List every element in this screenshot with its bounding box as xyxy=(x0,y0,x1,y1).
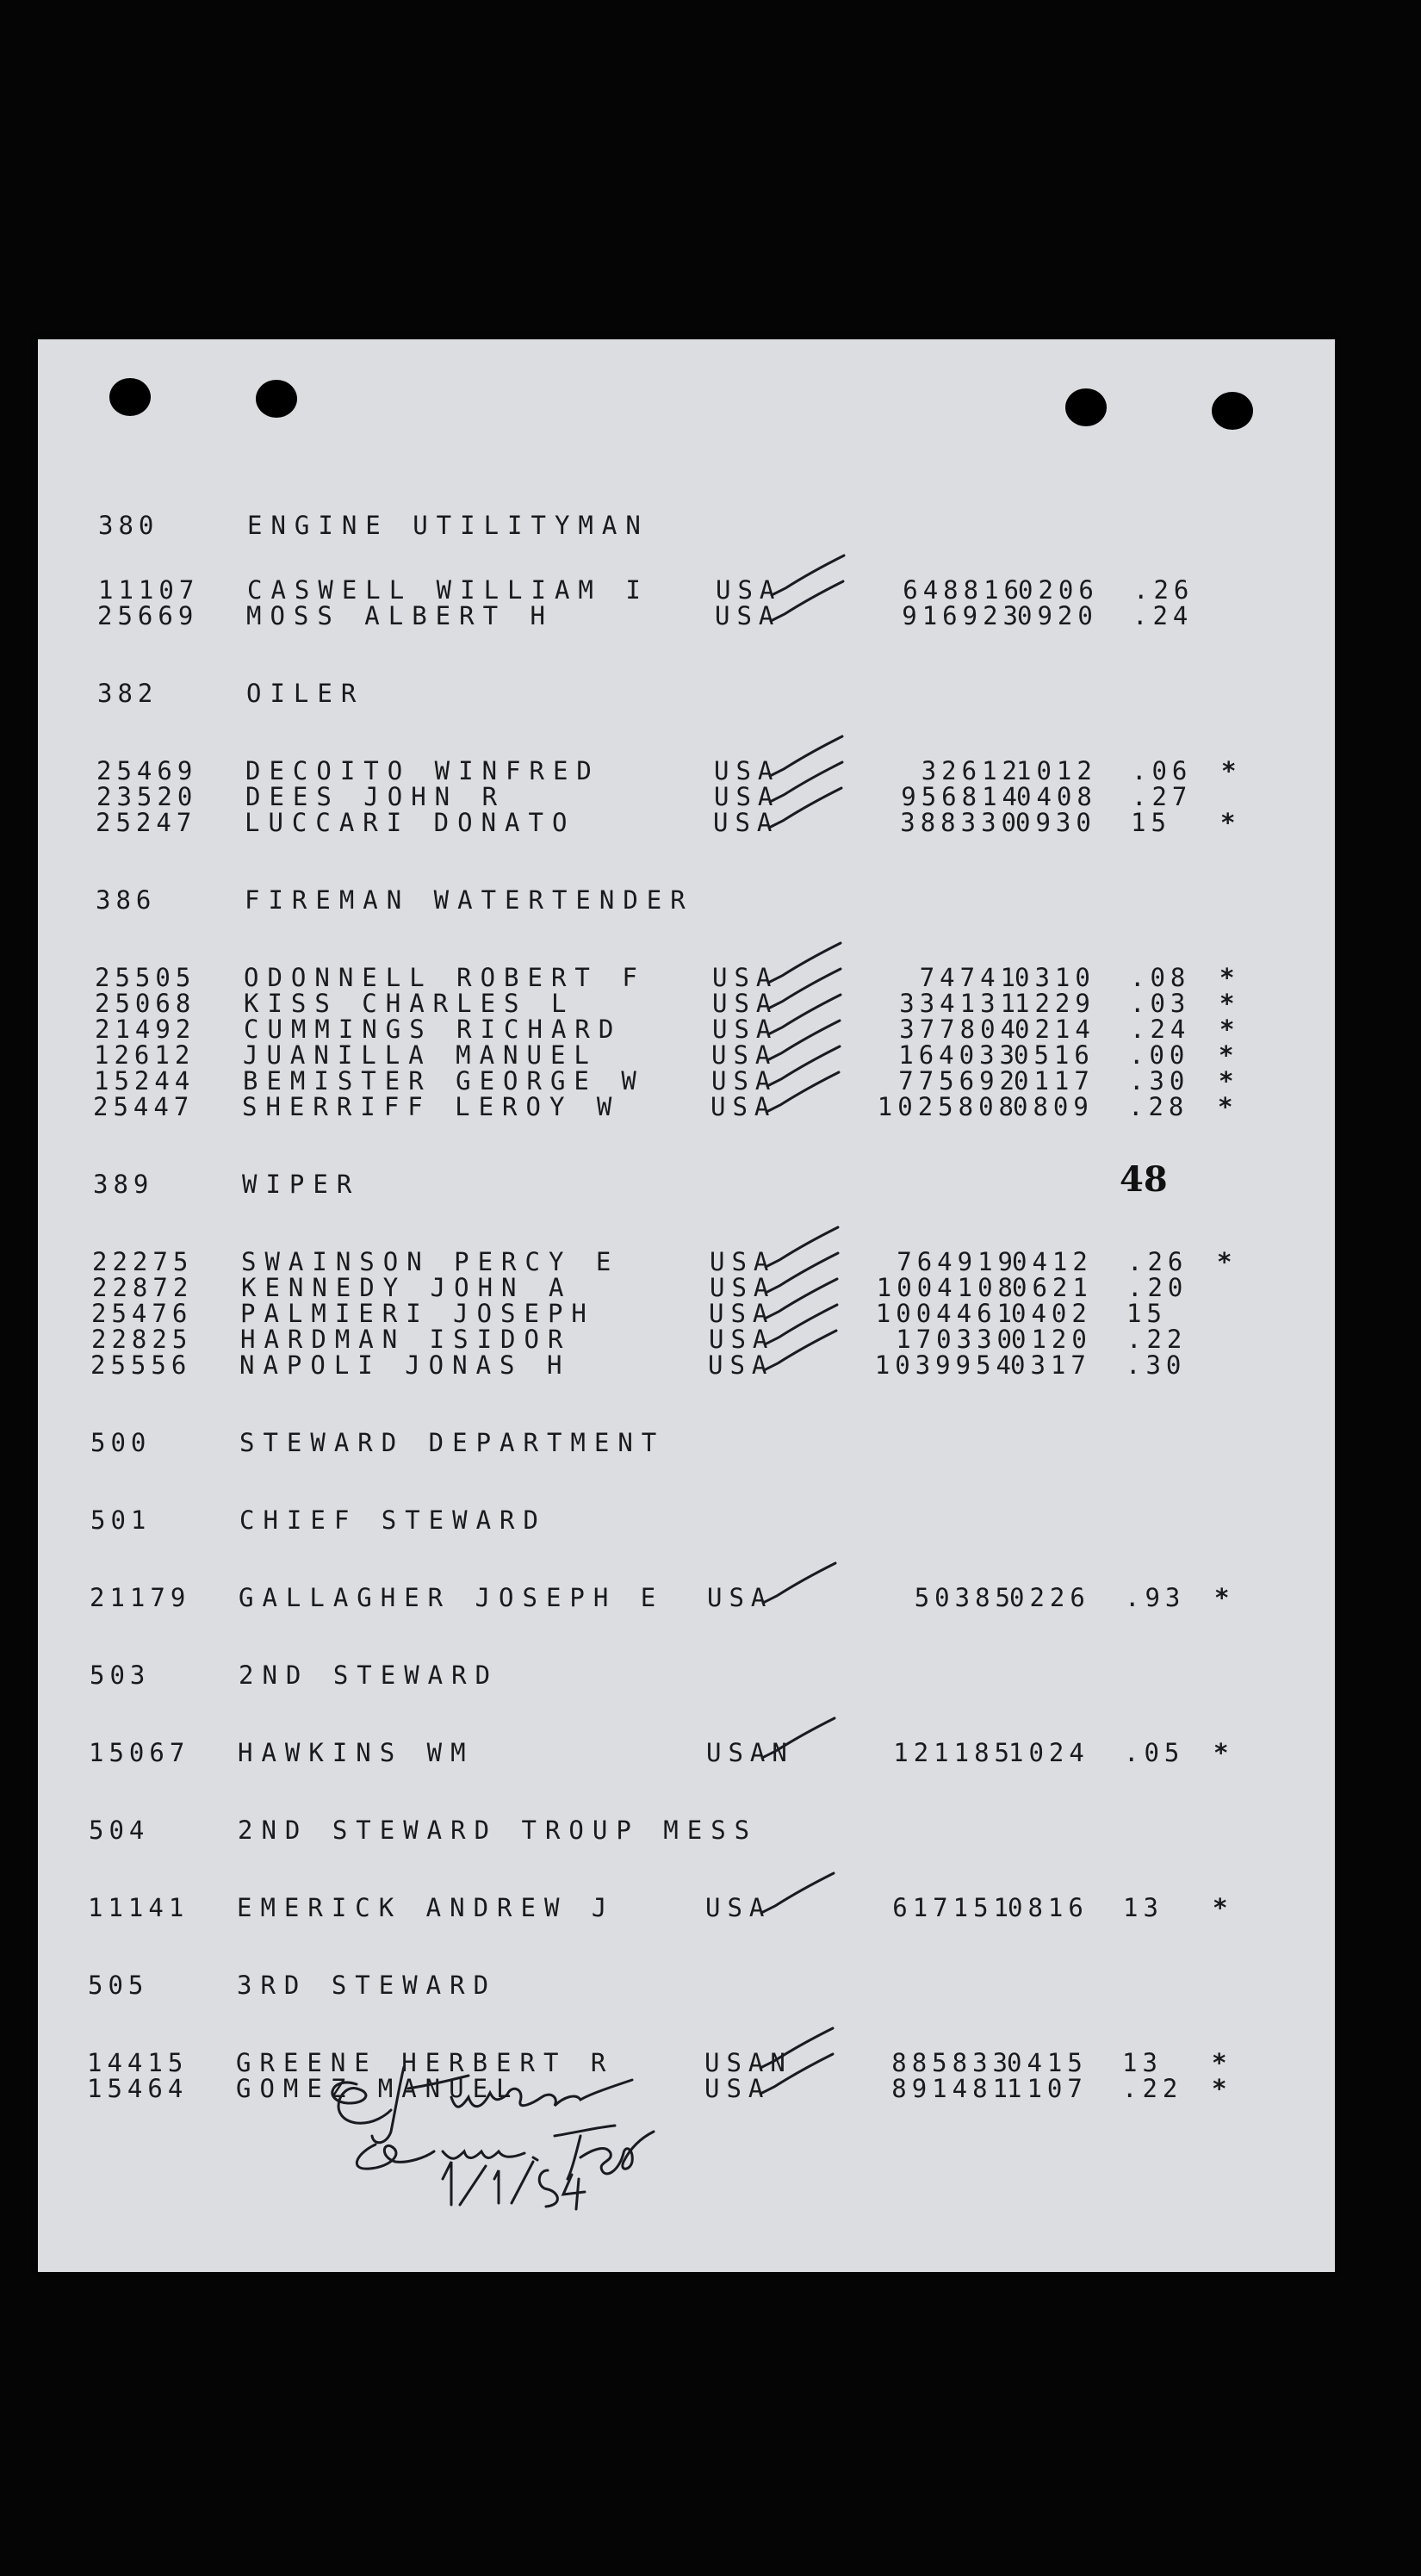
section-title: FIREMAN WATERTENDER xyxy=(245,885,694,915)
document-number: 388330 xyxy=(900,808,1021,837)
crew-entry-row xyxy=(38,576,1287,604)
crew-name: PALMIERI JOSEPH xyxy=(240,1299,595,1328)
document-number: 764919 xyxy=(897,1247,1018,1276)
crew-entry-row xyxy=(29,1584,1278,1611)
crew-name: DEES JOHN R xyxy=(245,782,506,811)
crew-id: 15067 xyxy=(89,1738,190,1767)
citizenship: USA xyxy=(715,601,781,630)
entry-value: .30 xyxy=(1129,1066,1190,1096)
section-title: 2ND STEWARD TROUP MESS xyxy=(238,1816,759,1845)
entry-date: 0206 xyxy=(1018,575,1099,605)
section-code: 503 xyxy=(90,1660,151,1690)
crew-entry-row xyxy=(30,1351,1279,1379)
citizenship: USA xyxy=(711,1066,778,1096)
crew-name: GALLAGHER JOSEPH E xyxy=(239,1583,665,1612)
crew-id: 25505 xyxy=(95,963,196,992)
section-code: 382 xyxy=(97,679,158,708)
entry-date: 0816 xyxy=(1008,1893,1089,1922)
check-mark-icon xyxy=(762,1325,840,1377)
crew-id: 11141 xyxy=(88,1893,189,1922)
asterisk-mark: * xyxy=(1217,1247,1232,1276)
section-code: 500 xyxy=(90,1428,152,1457)
section-title: 3RD STEWARD xyxy=(237,1971,498,2000)
document-number: 377804 xyxy=(899,1015,1021,1044)
crew-id: 25469 xyxy=(96,756,198,785)
citizenship: USA xyxy=(708,1350,774,1380)
entry-date: 0120 xyxy=(1011,1325,1092,1354)
crew-name: MOSS ALBERT H xyxy=(246,601,554,630)
entry-date: 1229 xyxy=(1015,989,1095,1018)
entry-value: .27 xyxy=(1132,782,1193,811)
asterisk-mark: * xyxy=(1219,963,1235,992)
section-title: WIPER xyxy=(242,1170,361,1199)
crew-name: CUMMINGS RICHARD xyxy=(244,1015,623,1044)
citizenship: USA xyxy=(712,963,779,992)
document-number: 885833 xyxy=(891,2048,1013,2077)
document-number: 775692 xyxy=(898,1066,1020,1096)
crew-id: 22825 xyxy=(91,1325,193,1354)
entry-date: 1107 xyxy=(1007,2074,1088,2103)
crew-name: SWAINSON PERCY E xyxy=(241,1247,620,1276)
asterisk-mark: * xyxy=(1213,1893,1228,1922)
entry-date: 0226 xyxy=(1009,1583,1090,1612)
crew-id: 25669 xyxy=(97,601,199,630)
document-number: 1004461 xyxy=(875,1299,1017,1328)
document-number: 1025808 xyxy=(877,1092,1019,1121)
section-title: OILER xyxy=(246,679,365,708)
punch-hole xyxy=(256,380,297,418)
document-page xyxy=(38,339,1335,2272)
crew-name: SHERRIFF LEROY W xyxy=(242,1092,621,1121)
crew-entry-row xyxy=(32,1274,1281,1301)
entry-date: 0408 xyxy=(1016,782,1097,811)
section-code: 386 xyxy=(96,885,157,915)
document-number: 916923 xyxy=(902,601,1023,630)
crew-id: 25247 xyxy=(96,808,197,837)
entry-value: .26 xyxy=(1133,575,1195,605)
check-mark-icon xyxy=(769,576,847,628)
entry-value: .24 xyxy=(1132,601,1194,630)
entry-value: .26 xyxy=(1127,1247,1188,1276)
asterisk-mark: * xyxy=(1218,1092,1233,1121)
crew-entry-row xyxy=(28,1739,1277,1766)
document-number: 1004108 xyxy=(876,1273,1018,1302)
entry-value: .24 xyxy=(1130,1015,1191,1044)
section-code: 504 xyxy=(89,1816,150,1845)
asterisk-mark: * xyxy=(1219,1015,1235,1044)
crew-entry-row xyxy=(28,1894,1276,1921)
section-title: ENGINE UTILITYMAN xyxy=(247,511,649,540)
entry-date: 0402 xyxy=(1011,1299,1092,1328)
entry-value: .22 xyxy=(1122,2074,1183,2103)
citizenship: USA xyxy=(712,1015,779,1044)
citizenship: USA xyxy=(710,1247,776,1276)
section-code: 389 xyxy=(93,1170,154,1199)
entry-value: .93 xyxy=(1125,1583,1186,1612)
crew-entry-row xyxy=(34,1041,1282,1069)
document-number: 74741 xyxy=(919,963,1021,992)
asterisk-mark: * xyxy=(1212,2074,1227,2103)
entry-date: 0930 xyxy=(1015,808,1096,837)
entry-date: 0412 xyxy=(1012,1247,1093,1276)
entry-value: .06 xyxy=(1132,756,1193,785)
crew-id: 25447 xyxy=(93,1092,195,1121)
crew-entry-row xyxy=(34,990,1283,1017)
crew-id: 15244 xyxy=(94,1066,195,1096)
section-heading-row xyxy=(33,1170,1281,1198)
document-number: 32612 xyxy=(921,756,1022,785)
citizenship: USA xyxy=(709,1299,775,1328)
document-number: 1039954 xyxy=(874,1350,1016,1380)
section-code: 505 xyxy=(88,1971,149,2000)
asterisk-mark: * xyxy=(1220,808,1236,837)
crew-entry-row xyxy=(36,757,1285,785)
entry-value: .30 xyxy=(1126,1350,1187,1380)
entry-value: .20 xyxy=(1127,1273,1188,1302)
crew-entry-row xyxy=(34,1067,1282,1095)
crew-entry-row xyxy=(34,1015,1283,1043)
asterisk-mark: * xyxy=(1219,1066,1234,1096)
citizenship: USA xyxy=(705,1893,772,1922)
entry-date: 0415 xyxy=(1007,2048,1088,2077)
crew-id: 22275 xyxy=(92,1247,194,1276)
crew-id: 25556 xyxy=(90,1350,192,1380)
entry-date: 0317 xyxy=(1010,1350,1091,1380)
crew-id: 12612 xyxy=(94,1040,195,1070)
entry-date: 1024 xyxy=(1008,1738,1089,1767)
entry-value: 13 xyxy=(1123,1893,1163,1922)
entry-date: 0516 xyxy=(1014,1040,1095,1070)
asterisk-mark: * xyxy=(1214,1583,1230,1612)
document-number: 164033 xyxy=(898,1040,1020,1070)
crew-name: HARDMAN ISIDOR xyxy=(240,1325,572,1354)
crew-name: KENNEDY JOHN A xyxy=(241,1273,573,1302)
crew-entry-row xyxy=(36,783,1285,810)
crew-entry-row xyxy=(32,1248,1281,1276)
crew-id: 23520 xyxy=(96,782,198,811)
punch-hole xyxy=(1212,392,1253,430)
citizenship: USA xyxy=(714,782,780,811)
crew-entry-row xyxy=(33,1093,1281,1120)
crew-entry-row xyxy=(35,809,1284,836)
crew-entry-row xyxy=(34,964,1283,991)
asterisk-mark: * xyxy=(1212,2048,1227,2077)
check-mark-icon xyxy=(760,1713,838,1765)
crew-name: GOMEZ MANUEL xyxy=(236,2074,520,2103)
section-title: CHIEF STEWARD xyxy=(239,1505,547,1535)
section-heading-row xyxy=(37,680,1286,707)
entry-value: .05 xyxy=(1124,1738,1185,1767)
citizenship: USA xyxy=(711,1040,778,1070)
crew-id: 14415 xyxy=(87,2048,189,2077)
asterisk-mark: * xyxy=(1219,989,1235,1018)
crew-name: HAWKINS WM xyxy=(238,1738,475,1767)
check-mark-icon xyxy=(765,1067,842,1119)
document-number: 956814 xyxy=(901,782,1022,811)
section-code: 380 xyxy=(98,511,159,540)
page-number: 48 xyxy=(1120,1159,1168,1200)
crew-name: KISS CHARLES L xyxy=(244,989,575,1018)
citizenship: USA xyxy=(712,989,779,1018)
document-number: 50385 xyxy=(914,1583,1015,1612)
asterisk-mark: * xyxy=(1213,1738,1229,1767)
crew-id: 22872 xyxy=(92,1273,194,1302)
check-mark-icon xyxy=(760,1868,837,1920)
section-heading-row xyxy=(30,1506,1279,1534)
citizenship: USA xyxy=(710,1273,776,1302)
citizenship: USA xyxy=(714,756,780,785)
punch-hole xyxy=(109,378,151,416)
citizenship: USA xyxy=(713,808,779,837)
crew-name: ODONNELL ROBERT F xyxy=(244,963,646,992)
citizenship: USAN xyxy=(706,1738,794,1767)
document-number: 648816 xyxy=(903,575,1024,605)
entry-date: 1012 xyxy=(1016,756,1097,785)
crew-entry-row xyxy=(31,1325,1280,1353)
check-mark-icon xyxy=(759,2049,836,2101)
citizenship: USAN xyxy=(704,2048,792,2077)
citizenship: USA xyxy=(709,1325,775,1354)
entry-date: 0310 xyxy=(1015,963,1095,992)
document-number: 891481 xyxy=(891,2074,1013,2103)
section-code: 501 xyxy=(90,1505,152,1535)
inspector-signature xyxy=(322,2050,770,2213)
crew-name: JUANILLA MANUEL xyxy=(243,1040,598,1070)
citizenship: USA xyxy=(710,1092,777,1121)
section-heading-row xyxy=(35,886,1284,914)
crew-id: 11107 xyxy=(98,575,200,605)
crew-id: 21179 xyxy=(90,1583,191,1612)
document-number: 334131 xyxy=(899,989,1021,1018)
entry-value: .03 xyxy=(1130,989,1191,1018)
crew-id: 25476 xyxy=(91,1299,193,1328)
crew-name: BEMISTER GEORGE W xyxy=(243,1066,645,1096)
section-heading-row xyxy=(29,1661,1278,1689)
document-number: 170330 xyxy=(896,1325,1017,1354)
crew-name: EMERICK ANDREW J xyxy=(237,1893,616,1922)
crew-name: DECOITO WINFRED xyxy=(245,756,600,785)
citizenship: USA xyxy=(707,1583,773,1612)
document-number: 617151 xyxy=(892,1893,1014,1922)
entry-date: 0117 xyxy=(1014,1066,1095,1096)
check-mark-icon xyxy=(761,1558,839,1610)
crew-name: CASWELL WILLIAM I xyxy=(247,575,649,605)
crew-id: 21492 xyxy=(95,1015,196,1044)
section-heading-row xyxy=(28,1816,1277,1844)
section-title: 2ND STEWARD xyxy=(239,1660,500,1690)
entry-value: .08 xyxy=(1130,963,1191,992)
crew-name: LUCCARI DONATO xyxy=(245,808,576,837)
punch-hole xyxy=(1065,388,1107,426)
section-heading-row xyxy=(30,1429,1279,1456)
crew-name: NAPOLI JONAS H xyxy=(239,1350,571,1380)
citizenship: USA xyxy=(716,575,782,605)
asterisk-mark: * xyxy=(1221,756,1237,785)
entry-value: .00 xyxy=(1129,1040,1190,1070)
entry-value: .22 xyxy=(1126,1325,1188,1354)
crew-entry-row xyxy=(37,602,1286,630)
entry-value: 13 xyxy=(1122,2048,1163,2077)
crew-entry-row xyxy=(31,1300,1280,1327)
citizenship: USA xyxy=(704,2074,771,2103)
check-mark-icon xyxy=(767,783,845,835)
entry-value: 15 xyxy=(1126,1299,1167,1328)
document-number: 121185 xyxy=(893,1738,1015,1767)
crew-name: GREENE HERBERT R xyxy=(236,2048,615,2077)
entry-date: 0920 xyxy=(1017,601,1098,630)
section-title: STEWARD DEPARTMENT xyxy=(239,1428,666,1457)
entry-date: 0214 xyxy=(1015,1015,1095,1044)
entry-value: .28 xyxy=(1128,1092,1189,1121)
entry-date: 0809 xyxy=(1013,1092,1094,1121)
section-heading-row xyxy=(38,512,1287,539)
entry-date: 0621 xyxy=(1012,1273,1093,1302)
crew-id: 15464 xyxy=(87,2074,189,2103)
entry-value: 15 xyxy=(1131,808,1171,837)
asterisk-mark: * xyxy=(1219,1040,1234,1070)
crew-id: 25068 xyxy=(95,989,196,1018)
section-heading-row xyxy=(28,1971,1276,1999)
